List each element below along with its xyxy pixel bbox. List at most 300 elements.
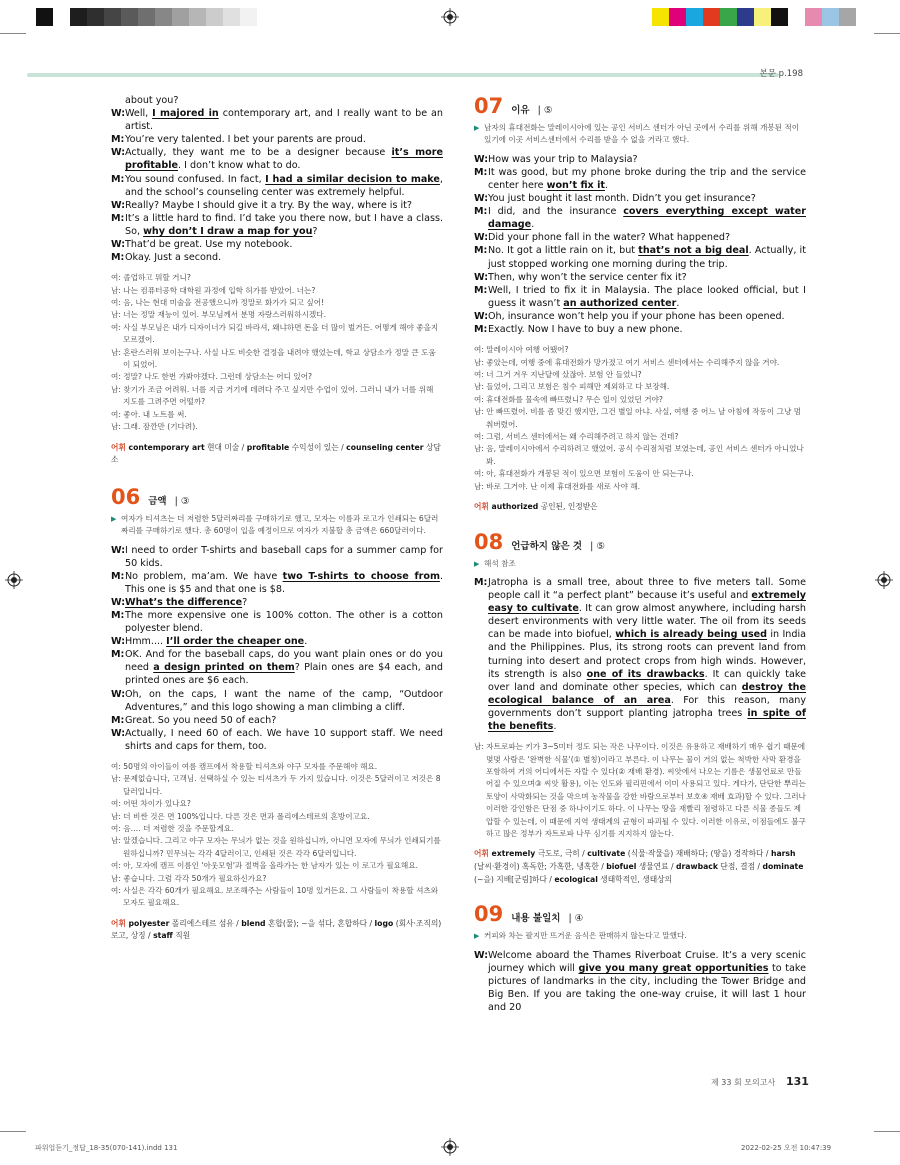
color-swatch <box>223 8 240 26</box>
dialogue-line <box>474 153 806 166</box>
dialogue-line <box>111 212 443 238</box>
text-run: I did, and the insurance <box>488 206 624 218</box>
vocab-meaning: (회사·조직의) 로고, 상징 / <box>111 918 442 941</box>
speaker-label: M: <box>111 212 125 224</box>
dialogue <box>474 949 806 1014</box>
speaker-label: M: <box>111 609 125 621</box>
text-run: I need to order T-shirts and baseball caps for a summer camp for 50 kids. <box>125 544 443 569</box>
text-run: Oh, on the caps, I want the name of the camp, “Outdoor Adventures,” and this logo showing a man climbing a cliff. <box>125 688 443 713</box>
vocab-meaning: (~을) 지배[군림]하다 / <box>474 874 555 884</box>
dialogue-text <box>488 192 806 205</box>
dialogue-line <box>111 251 443 264</box>
text-run: Then, why won’t the service center fix it? <box>488 271 687 283</box>
dialogue-line <box>474 244 806 270</box>
vocab-word: blend <box>241 918 266 928</box>
speaker-label: W: <box>111 636 126 648</box>
speaker-label: W: <box>474 949 489 961</box>
vocab-meaning: 현대 미술 / <box>204 442 247 452</box>
translation-line: 남: 안 빠뜨렸어. 비를 좀 맞긴 했지만, 그건 별일 아냐. 사실, 여행 중 어느 날 아침에 작동이 그냥 멈춰버렸어. <box>474 407 802 429</box>
translation-line: 여: 아, 휴대전화가 개봉된 적이 있으면 보험이 도움이 안 되는구나. <box>474 469 694 479</box>
dialogue-text <box>488 205 806 231</box>
text-run: . It can grow almost anywhere, including harsh desert environments with very little water. The oil from its seeds can be made into biofuel, <box>488 603 807 641</box>
speaker-label: W: <box>111 239 126 251</box>
speaker-label: W: <box>474 193 489 205</box>
speaker-label: W: <box>111 727 126 739</box>
speaker-label: W: <box>111 596 126 608</box>
speaker-label: M: <box>111 134 125 146</box>
dialogue-line <box>111 133 443 146</box>
translation-line: 남: 그래. 잠깐만 (기다려). <box>111 422 198 432</box>
vocab-meaning: 폴리에스테르 섬유 / <box>169 918 242 928</box>
translation-line: 남: 알겠습니다. 그리고 야구 모자는 무늬가 없는 것을 원하십니까, 아니면 모자에 무늬가 인쇄되기를 원하십니까? 민무늬는 각각 4달러이고, 인쇄된 것은 각각 6달러입니다. <box>111 836 441 858</box>
dialogue-text <box>488 576 806 733</box>
text-run: Exactly. Now I have to buy a new phone. <box>488 324 683 336</box>
explanation-note: 해석 참조 <box>484 558 516 568</box>
text-run: . Actually, it just stopped working one morning during the trip. <box>488 245 806 270</box>
process-color-bar <box>652 8 856 26</box>
answer-choice: | ⑤ <box>537 105 553 116</box>
korean-translation <box>111 272 443 433</box>
translation-line: 여: 사실 부모님은 내가 디자이너가 되길 바라셔, 왜냐하면 돈을 더 많이 벌거든. 어떻게 해야 좋을지 모르겠어. <box>111 322 439 345</box>
text-run: ? <box>312 225 318 237</box>
speaker-label: W: <box>111 147 126 159</box>
dialogue-line <box>111 107 443 133</box>
text-run: Really? Maybe I should give it a try. By the way, where is it? <box>125 199 413 211</box>
korean-translation <box>474 344 806 493</box>
key-phrase: give you many great opportunities <box>578 962 769 974</box>
speaker-label: W: <box>474 153 489 165</box>
key-phrase: a design printed on them <box>153 662 295 674</box>
text-run: Actually, I need 60 of each. We have 10 support staff. We need shirts and caps for them, too. <box>125 727 443 752</box>
translation-line: 여: 좋아. 내 노트를 써. <box>111 409 187 419</box>
speaker-label <box>111 94 125 107</box>
translation-line: 여: 너 그거 겨우 지난달에 샀잖아. 보험 안 들었니? <box>474 369 642 379</box>
speaker-label: M: <box>111 714 125 726</box>
vocabulary-box <box>474 848 806 886</box>
translation-line: 여: 50명의 아이들이 여름 캠프에서 착용할 티셔츠와 야구 모자를 주문해야 해요. <box>111 762 378 771</box>
question-09 <box>474 902 806 1014</box>
dialogue-text <box>488 271 806 284</box>
vocabulary-box <box>111 442 443 467</box>
translation-line: 여: 졸업하고 뭐할 거니? <box>111 273 191 283</box>
text-run: Welcome aboard the Thames Riverboat Cruise. It’s a very scenic journey which will <box>488 949 806 974</box>
dialogue-line <box>111 238 443 251</box>
question-number: 09 <box>474 902 504 927</box>
translation-line: 남: 찾기가 조금 어려워. 너를 지금 거기에 데려다 주고 싶지만 수업이 있어. 그러니 내가 너를 위해 지도를 그려주면 어떨까? <box>111 384 434 407</box>
speaker-label: M: <box>111 649 125 661</box>
crop-mark <box>874 1131 900 1132</box>
speaker-label: W: <box>474 232 489 244</box>
vocab-word: extremely <box>491 849 536 859</box>
color-swatch <box>737 8 754 26</box>
text-run: . <box>553 721 557 733</box>
dialogue-line <box>474 310 806 323</box>
dialogue-line <box>474 192 806 205</box>
color-swatch <box>771 8 788 26</box>
triangle-bullet-icon: ▶ <box>474 124 480 132</box>
vocab-meaning: (식물·작물을) 재배하다; (땅을) 경작하다 / <box>625 849 771 859</box>
text-run: ? Plain ones are $4 each, and printed ones are $6 each. <box>125 662 444 687</box>
text-run: to take pictures of landmarks in the city, including the Tower Bridge and Big Ben. If you are taking the one-way cruise, it will last 1 hour and 20 <box>488 962 806 1013</box>
dialogue-line <box>111 648 443 687</box>
crop-mark <box>0 33 26 34</box>
korean-translation <box>474 741 806 840</box>
answer-choice: | ⑤ <box>590 540 605 552</box>
vocab-word: cultivate <box>587 849 626 859</box>
question-type: 이유 <box>511 105 530 116</box>
color-swatch <box>754 8 771 26</box>
dialogue-line <box>111 609 443 635</box>
triangle-bullet-icon: ▶ <box>474 932 480 941</box>
dialogue-text <box>125 714 443 727</box>
translation-line: 남: 바로 그거야. 난 이제 휴대전화를 새로 사야 해. <box>474 481 641 491</box>
translation-line: 여: 말레이시아 여행 어땠어? <box>474 345 569 355</box>
dialogue-line <box>111 635 443 648</box>
question-number: 06 <box>111 484 141 509</box>
text-run: You sound confused. In fact, <box>125 173 266 185</box>
speaker-label: W: <box>474 310 489 322</box>
dialogue-text <box>125 199 443 212</box>
color-swatch <box>720 8 737 26</box>
text-run: The more expensive one is 100% cotton. The other is a cotton polyester blend. <box>125 609 443 635</box>
monologue <box>474 576 806 733</box>
dialogue-line <box>111 688 443 714</box>
text-run: , and the school’s counseling center was extremely helpful. <box>125 173 443 198</box>
answer-choice: | ③ <box>174 495 190 507</box>
vocab-meaning: (날씨·환경이) 혹독한; 가혹한, 냉혹한 / <box>474 861 607 871</box>
text-run: Okay. Just a second. <box>125 252 222 264</box>
registration-mark-icon <box>441 8 459 26</box>
color-swatch <box>257 8 274 26</box>
question-number: 07 <box>474 94 504 118</box>
color-swatch <box>172 8 189 26</box>
translation-line: 여: 아, 모자에 캠프 이름인 '아웃모험'과 절벽을 올라가는 한 남자가 있는 이 로고가 필요해요. <box>111 861 419 871</box>
text-run: about you? <box>125 95 179 106</box>
color-swatch <box>240 8 257 26</box>
dialogue-line <box>111 544 443 570</box>
vocab-meaning: 극도로, 극히 / <box>535 849 588 859</box>
text-run: Jatropha is a small tree, about three to five meters tall. Some people call it “a perfect plant” because it’s useful and <box>488 577 806 602</box>
vocab-meaning: 단점, 결점 / <box>717 861 763 871</box>
key-phrase: two T-shirts to choose from <box>282 570 440 582</box>
speaker-label: M: <box>111 570 125 582</box>
crop-mark <box>0 1131 26 1132</box>
registration-mark-icon <box>441 1138 459 1156</box>
color-swatch <box>121 8 138 26</box>
text-run: No problem, ma’am. We have <box>125 570 283 582</box>
vocab-meaning: 상담소 <box>111 442 441 465</box>
translation-line: 여: 정말? 나도 한번 가봐야겠다. 그런데 상담소는 어디 있어? <box>111 372 313 382</box>
dialogue-text <box>125 570 443 596</box>
key-phrase: covers everything except water damage <box>488 206 806 231</box>
left-column <box>111 94 443 943</box>
question-type: 금액 <box>148 495 167 507</box>
dialogue-05-continued <box>111 94 443 264</box>
page-reference: 본문 p.198 <box>759 69 803 79</box>
speaker-label: M: <box>474 324 488 336</box>
speaker-label: M: <box>111 173 125 185</box>
color-swatch <box>206 8 223 26</box>
grayscale-color-bar <box>36 8 274 26</box>
dialogue-line <box>474 284 806 310</box>
dialogue-text <box>125 635 443 648</box>
speaker-label: M: <box>474 245 488 257</box>
vocab-word: profitable <box>246 442 290 452</box>
korean-translation <box>111 761 443 910</box>
dialogue-text <box>488 244 806 270</box>
vocab-meaning: 수익성이 있는 / <box>289 442 347 452</box>
dialogue-text <box>488 310 806 323</box>
dialogue <box>474 153 806 336</box>
vocab-word: contemporary art <box>128 442 205 452</box>
text-run: . <box>304 636 308 648</box>
speaker-label: W: <box>111 199 126 211</box>
text-run: in India and the Philippines. Plus, its strong roots can prevent land from turning into desert and protect crops from high winds. However, its strength is also <box>488 629 806 680</box>
key-phrase: I had a similar decision to make <box>265 173 440 185</box>
dialogue-text <box>488 284 806 310</box>
text-run: . For this reason, many governments don’t support planting jatropha trees <box>488 694 806 719</box>
registration-mark-icon <box>875 571 893 589</box>
answer-choice: | ④ <box>568 913 584 925</box>
right-column <box>474 94 806 1014</box>
color-swatch <box>155 8 172 26</box>
key-phrase: an authorized center <box>563 297 677 309</box>
dialogue-line <box>474 205 806 231</box>
key-phrase: What’s the difference <box>125 596 243 608</box>
translation-line: 여: 그럼, 서비스 센터에서는 왜 수리해주려고 하지 않는 건데? <box>474 431 679 441</box>
question-type: 언급하지 않은 것 <box>511 540 583 552</box>
color-swatch <box>36 8 53 26</box>
dialogue-line <box>474 271 806 284</box>
speaker-label: M: <box>111 252 125 264</box>
dialogue-line <box>474 323 806 336</box>
translation-line: 남: 들었어, 그리고 보험은 침수 피해만 제외하고 다 보장해. <box>474 382 670 392</box>
dialogue-line <box>111 173 443 199</box>
dialogue-line <box>474 231 806 244</box>
dialogue-text <box>125 727 443 753</box>
text-run: Well, <box>125 108 153 120</box>
crop-mark <box>874 33 900 34</box>
text-run: . I don’t know what to do. <box>178 160 301 172</box>
text-run: Great. So you need 50 of each? <box>125 714 277 726</box>
translation-line: 여: 음…. 더 저렴한 것을 주문할게요. <box>111 824 234 834</box>
translation-line: 남: 더 비싼 것은 면 100%입니다. 다른 것은 면과 폴리에스테르의 혼방이고요. <box>111 811 370 821</box>
speaker-label: W: <box>111 688 126 700</box>
text-run: It was good, but my phone broke during the trip and the service center here <box>488 166 806 191</box>
key-phrase: it’s more profitable <box>125 147 443 172</box>
header-rule <box>27 73 779 77</box>
vocab-word: logo <box>374 918 394 928</box>
vocab-label: 어휘 <box>111 442 129 452</box>
vocab-word: staff <box>153 931 173 941</box>
vocab-word: counseling center <box>346 442 424 452</box>
text-run: OK. And for the baseball caps, do you want plain ones or do you need <box>125 649 443 674</box>
text-run: . This one is $5 and that one is $8. <box>125 570 444 595</box>
vocab-label: 어휘 <box>474 849 492 859</box>
dialogue-text <box>488 231 806 244</box>
vocab-meaning: 공인된, 인정받은 <box>538 502 598 511</box>
text-run: It’s a little hard to find. I’d take you there now, but I have a class. So, <box>125 212 443 237</box>
question-07 <box>474 94 806 514</box>
dialogue-text <box>125 212 443 238</box>
text-run: Oh, insurance won’t help you if your phone has been opened. <box>488 310 785 322</box>
translation-line: 남: 나는 컴퓨터공학 대학원 과정에 입학 허가를 받았어. 너는? <box>111 285 316 295</box>
translation-line: 남: 음, 말레이시아에서 수리하려고 했었어. 공식 수리점처럼 보였는데, 공인 서비스 센터가 아니었나 봐. <box>474 444 804 466</box>
vocab-meaning: 생태학적인, 생태상의 <box>597 874 673 884</box>
text-run: Hmm.... <box>125 636 167 648</box>
dialogue-text <box>125 173 443 199</box>
color-swatch <box>138 8 155 26</box>
text-run: Actually, they want me to be a designer because <box>125 147 392 159</box>
explanation-note: 여자가 티셔츠는 더 저렴한 5달러짜리를 구매하기로 했고, 모자는 이름과 로고가 인쇄되는 6달러짜리를 구매하기로 했다. 총 60명이 입을 예정이므로 여자가 지불할 총 금액은 660달러이다. <box>121 513 439 536</box>
dialogue-text <box>488 949 806 1014</box>
key-phrase: I majored in <box>152 108 219 120</box>
dialogue-line <box>474 166 806 192</box>
text-run: Well, I tried to fix it in Malaysia. The place looked official, but I guess it wasn’t <box>488 284 806 309</box>
vocab-word: authorized <box>491 502 539 511</box>
vocab-word: dominate <box>762 861 804 871</box>
key-phrase: in spite of the benefits <box>488 707 806 733</box>
key-phrase: won’t fix it <box>546 180 605 191</box>
speaker-label: M: <box>474 166 488 178</box>
dialogue-text <box>125 596 443 609</box>
translation-line: 여: 음, 나는 현대 미술을 전공했으니까 정말로 화가가 되고 싶어! <box>111 298 325 308</box>
dialogue-text <box>125 648 443 687</box>
text-run: . <box>604 180 609 191</box>
key-phrase: extremely easy to cultivate <box>488 590 806 615</box>
dialogue-text <box>488 153 806 166</box>
color-swatch <box>104 8 121 26</box>
translation-line: 여: 휴대전화를 물속에 빠뜨렸니? 무슨 일이 있었던 거야? <box>474 394 663 404</box>
text-run: . <box>531 219 535 231</box>
question-type: 내용 불일치 <box>511 913 561 925</box>
color-swatch <box>703 8 720 26</box>
dialogue-text <box>125 688 443 714</box>
vocab-meaning: 직원 <box>172 931 191 941</box>
triangle-bullet-icon: ▶ <box>474 559 480 568</box>
explanation-note: 남자의 휴대전화는 말레이시아에 있는 공인 서비스 센터가 아닌 곳에서 수리를 위해 개봉된 적이 있기에 이곳 서비스센터에서 수리를 받을 수 없을 거라고 했다. <box>484 123 800 145</box>
text-run: . <box>676 297 680 309</box>
speaker-label: W: <box>111 544 126 556</box>
color-swatch <box>87 8 104 26</box>
translation-line: 여: 사실은 각각 60개가 필요해요. 보조해주는 사람들이 10명 있거든요. 그 사람들이 착용할 셔츠와 모자도 필요해요. <box>111 886 439 908</box>
speaker-label: W: <box>474 271 489 283</box>
explanation-note: 커피와 차는 팔지만 뜨거운 음식은 판매하지 않는다고 말했다. <box>484 931 687 941</box>
question-number: 08 <box>474 529 504 554</box>
text-run: ? <box>242 596 248 608</box>
text-run: . It can quickly take over land and dominate other species, which can <box>488 668 807 693</box>
dialogue-line <box>111 199 443 212</box>
translation-line: 남: 자트로파는 키가 3~5미터 정도 되는 작은 나무이다. 이것은 유용하고 재배하기 매우 쉽기 때문에 몇몇 사람은 '완벽한 식물'(① 별칭)이라고 부른다. 이 나무는 물이 거의 없는 척박한 사막 환경을 포함하여 거의 어디에서든 자랄 수 있다(② 재배 환경). 씨앗에서 나오는 기름은 생물연료로 만들어질 수 있으며③ 씨앗 활용), 이는 인도와 필리핀에서 이미 사용되고 있다. 게다가, 단단한 뿌리는 토양이 사막화되는 것을 막으며 농작물을 강한 바람으로부터 보호④ 재배 효과)할 수 있다. 그러나 이러한 강인함은 단점 중 하나이기도 하다. 이 나무는 땅을 재빨리 점령하고 다른 식물 종들도 제압할 수 있는데, 이 때문에 지역 생태계의 균형이 파괴될 수 있다. 이러한 이유로, 이점들에도 불구하고 많은 정부가 자트로파 나무 심기를 지지하지 않는다. <box>474 742 806 838</box>
dialogue-text <box>125 146 443 172</box>
text-run: How was your trip to Malaysia? <box>488 153 638 165</box>
color-swatch <box>189 8 206 26</box>
key-phrase: that’s not a big deal <box>638 245 749 257</box>
color-swatch <box>652 8 669 26</box>
text-run: That’d be great. Use my notebook. <box>125 239 293 251</box>
translation-line: 남: 문제없습니다, 고객님. 선택하실 수 있는 티셔츠가 두 가지 있습니다. 이것은 5달러이고 저것은 8달러입니다. <box>111 774 441 796</box>
dialogue-line <box>474 576 806 733</box>
text-run: No. It got a little rain on it, but <box>488 245 639 257</box>
text-run: You just bought it last month. Didn’t you get insurance? <box>488 193 756 205</box>
test-label: 제 33 회 모의고사 <box>711 1078 776 1087</box>
vocab-word: biofuel <box>606 861 637 871</box>
vocabulary-box <box>474 501 806 514</box>
translation-line: 여: 어떤 차이가 있나요? <box>111 799 191 809</box>
dialogue-line <box>111 727 443 753</box>
triangle-bullet-icon: ▶ <box>111 514 117 523</box>
dialogue-line <box>111 714 443 727</box>
translation-line: 남: 혼란스러워 보이는구나. 사실 나도 비슷한 결정을 내려야 했었는데, 학교 상담소가 정말 큰 도움이 되었어. <box>111 347 436 370</box>
color-swatch <box>669 8 686 26</box>
dialogue-text <box>125 609 443 635</box>
registration-mark-icon <box>5 571 23 589</box>
vocab-word: drawback <box>676 861 718 871</box>
key-phrase: one of its drawbacks <box>586 668 705 680</box>
color-swatch <box>839 8 856 26</box>
translation-line: 남: 좋았는데, 여행 중에 휴대전화가 망가졌고 여기 서비스 센터에서는 수리해주지 않을 거야. <box>474 357 780 367</box>
file-slug: 파워업듣기_정답_18-35(070-141).indd 131 <box>35 1144 178 1152</box>
dialogue-line <box>111 94 443 107</box>
vocab-meaning: 생물연료 / <box>636 861 676 871</box>
vocabulary-box <box>111 918 443 943</box>
color-swatch <box>822 8 839 26</box>
dialogue-text <box>125 133 443 146</box>
translation-line: 남: 좋습니다. 그럼 각각 50개가 필요하신가요? <box>111 873 267 883</box>
vocab-meaning: 혼합(물); ~을 섞다, 혼합하다 / <box>265 918 375 928</box>
color-swatch <box>686 8 703 26</box>
dialogue-line <box>111 146 443 172</box>
vocab-label: 어휘 <box>474 502 492 511</box>
key-phrase: I’ll order the cheaper one <box>166 636 305 648</box>
color-swatch <box>70 8 87 26</box>
dialogue-text <box>125 544 443 570</box>
dialogue-text <box>125 94 443 107</box>
question-06 <box>111 485 443 943</box>
dialogue-text <box>488 166 806 192</box>
speaker-label: M: <box>474 577 488 588</box>
speaker-label: W: <box>111 108 126 120</box>
text-run: contemporary art, and I really want to be an artist. <box>125 108 444 133</box>
speaker-label: M: <box>474 284 488 296</box>
dialogue-line <box>111 596 443 609</box>
vocab-word: polyester <box>128 918 170 928</box>
key-phrase: why don’t I draw a map for you <box>143 225 313 237</box>
dialogue-text <box>125 251 443 264</box>
page-number: 131 <box>786 1075 809 1088</box>
color-swatch <box>788 8 805 26</box>
dialogue-text <box>125 238 443 251</box>
color-swatch <box>805 8 822 26</box>
color-swatch <box>53 8 70 26</box>
vocab-word: ecological <box>554 874 598 884</box>
dialogue-text <box>488 323 806 336</box>
translation-line: 남: 너는 정말 재능이 있어. 부모님께서 분명 자랑스러워하시겠다. <box>111 310 327 320</box>
speaker-label: M: <box>474 206 488 218</box>
vocab-label: 어휘 <box>111 918 129 928</box>
dialogue <box>111 544 443 754</box>
text-run: You’re very talented. I bet your parents are proud. <box>125 134 366 146</box>
question-08 <box>474 530 806 887</box>
dialogue-text <box>125 107 443 133</box>
timestamp-slug: 2022-02-25 오전 10:47:39 <box>741 1144 832 1152</box>
text-run: Did your phone fall in the water? What happened? <box>488 232 731 244</box>
key-phrase: which is already being used <box>615 629 768 641</box>
dialogue-line <box>111 570 443 596</box>
dialogue-line <box>474 949 806 1014</box>
vocab-word: harsh <box>770 849 796 859</box>
key-phrase: destroy the ecological balance of an area <box>488 681 806 706</box>
